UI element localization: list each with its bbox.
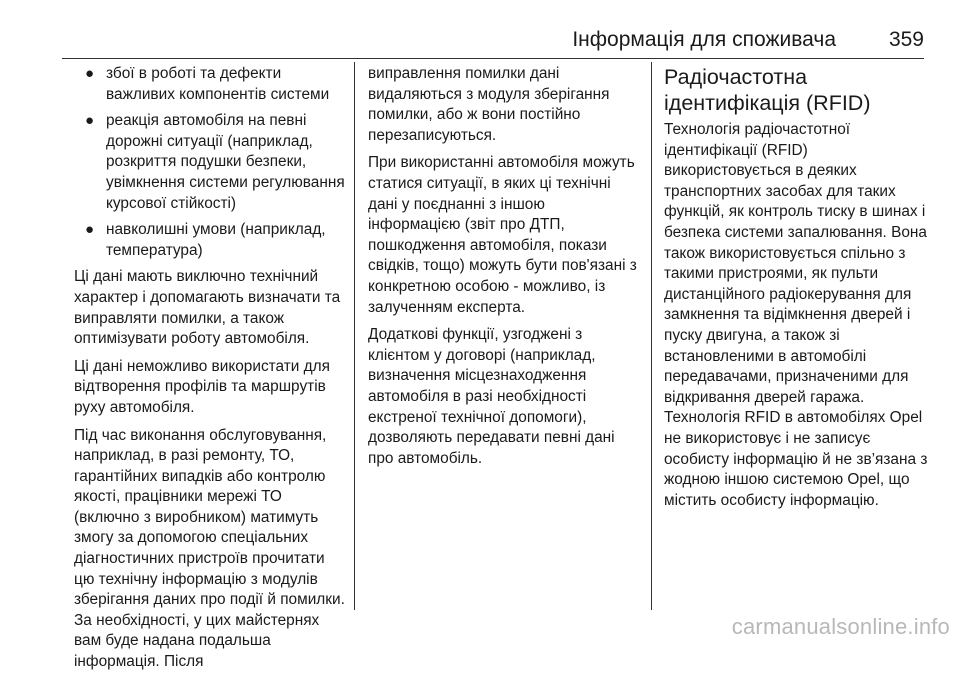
bullet-list: [74, 64, 346, 261]
paragraph: виправлення помилки дані видаляються з модуля зберігання помилки, або ж вони постійно перезаписуються.: [368, 65, 610, 144]
column-divider: [354, 62, 355, 610]
list-item-text: реакція автомобіля на певні дорожні ситуації (наприклад, розкриття подушки безпеки, увімкнення системи регулювання курсової стійкості): [106, 112, 345, 212]
header-rule: [62, 58, 924, 59]
list-item-text: навколишні умови (наприклад, температура): [106, 221, 326, 259]
column-2: [368, 64, 638, 476]
list-item: [74, 220, 346, 261]
column-3: [664, 64, 934, 518]
page-header: [62, 26, 924, 56]
paragraph: При використанні автомобіля можуть статися ситуації, в яких ці технічні дані у поєднанні з іншою інформацією (звіт про ДТП, пошкодження автомобіля, покази свідків, тощо) можуть бути пов'язані з конкретною особою - можливо, із залученням експерта.: [368, 154, 637, 316]
watermark: carmanualsonline.info: [731, 614, 950, 639]
paragraph: Ці дані мають виключно технічний характер і допомагають визначати та виправляти помилки, а також оптимізувати роботу автомобіля.: [74, 268, 341, 348]
bullet-icon: ●: [85, 65, 95, 82]
section-heading: Радіочастотна ідентифікація (RFID): [664, 65, 871, 115]
column-1: [74, 64, 346, 680]
list-item: [74, 111, 346, 214]
bullet-icon: ●: [85, 112, 95, 130]
list-item-text: збої в роботі та дефекти важливих компонентів системи: [106, 65, 330, 103]
bullet-icon: ●: [85, 221, 95, 239]
list-item: [74, 64, 346, 105]
header-title: Інформація для споживача: [572, 28, 836, 51]
paragraph: Додаткові функції, узгоджені з клієнтом у договорі (наприклад, визначення місцезнаходження автомобіля в разі необхідності екстреної технічної допомоги), дозволяють передавати певні дані про автомобіль.: [368, 326, 615, 467]
column-divider: [651, 62, 652, 610]
paragraph: Технологія радіочастотної ідентифікації (RFID) використовується в деяких транспортних засобах для таких функцій, як контроль тиску в шинах і безпека системи запалювання. Вона також використовується спільно з такими пристроями, як пульти дистанційного радіокерування для замкнення та відімкнення дверей і пуску двигуна, а також зі встановленими в автомобілі передавачами, призначеними для відкривання дверей гаража. Технологія RFID в автомобілях Opel не використовує і не записує особисту інформацію й не зв’язана з жодною іншою системою Opel, що містить особисту інформацію.: [664, 121, 928, 509]
paragraph: Ці дані неможливо використати для відтворення профілів та маршрутів руху автомобіля.: [74, 357, 330, 416]
page-number: 359: [888, 28, 924, 51]
paragraph: Під час виконання обслуговування, наприклад, в разі ремонту, ТО, гарантійних випадків або контролю якості, працівники мережі ТО (включно з виробником) матимуть змогу за допомогою спеціальних діагностичних пристроїв прочитати цю технічну інформацію з модулів зберігання даних про події й помилки. За необхідності, у цих майстернях вам буде надана подальша інформація. Після: [74, 426, 345, 671]
